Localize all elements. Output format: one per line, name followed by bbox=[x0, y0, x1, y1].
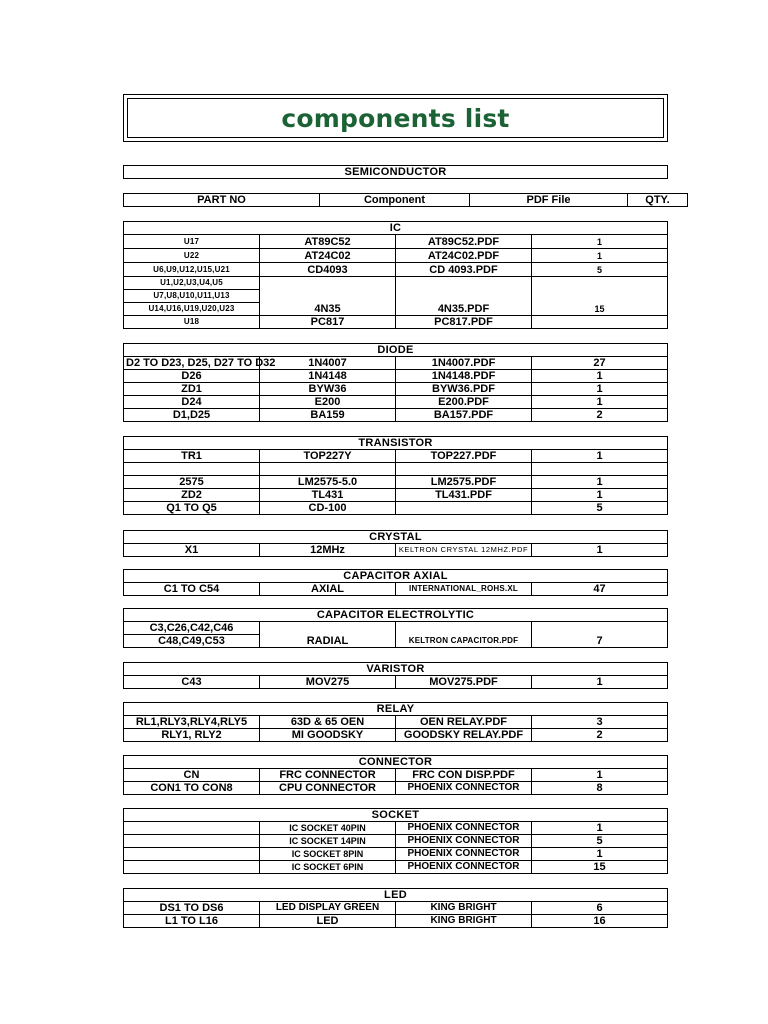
pdf-file-cell: FRC CON DISP.PDF bbox=[396, 769, 532, 782]
table-row bbox=[124, 370, 668, 383]
table-row bbox=[124, 383, 668, 396]
qty-cell: 16 bbox=[532, 915, 668, 928]
part-no-cell: U14,U16,U19,U20,U23 bbox=[124, 303, 260, 316]
crystal-table bbox=[123, 530, 668, 557]
title-box bbox=[123, 94, 668, 142]
pdf-file-cell: LM2575.PDF bbox=[396, 476, 532, 489]
component-cell: E200 bbox=[260, 396, 396, 409]
table-row bbox=[124, 848, 668, 861]
qty-cell: 1 bbox=[532, 822, 668, 835]
pdf-file-cell: KING BRIGHT bbox=[396, 915, 532, 928]
component-cell: TOP227Y bbox=[260, 450, 396, 463]
pdf-file-cell: PC817.PDF bbox=[396, 316, 532, 329]
part-no-cell: L1 TO L16 bbox=[124, 915, 260, 928]
pdf-file-cell: TOP227.PDF bbox=[396, 450, 532, 463]
table-row bbox=[124, 544, 668, 557]
pdf-file-cell: BA157.PDF bbox=[396, 409, 532, 422]
component-cell: LED DISPLAY GREEN bbox=[260, 902, 396, 915]
qty-cell: 1 bbox=[532, 396, 668, 409]
diode-table bbox=[123, 343, 668, 422]
pdf-file-cell: PHOENIX CONNECTOR bbox=[396, 782, 532, 795]
led-table bbox=[123, 888, 668, 928]
pdf-file-cell: 1N4007.PDF bbox=[396, 357, 532, 370]
table-row bbox=[124, 502, 668, 515]
part-no-cell: RL1,RLY3,RLY4,RLY5 bbox=[124, 716, 260, 729]
capacitor-electrolytic-table bbox=[123, 608, 668, 648]
qty-cell bbox=[532, 316, 668, 329]
pdf-file-cell: MOV275.PDF bbox=[396, 676, 532, 689]
component-cell: LED bbox=[260, 915, 396, 928]
table-row bbox=[124, 235, 668, 249]
component-cell: 12MHz bbox=[260, 544, 396, 557]
pdf-file-cell: TL431.PDF bbox=[396, 489, 532, 502]
section-header-relay: RELAY bbox=[124, 703, 668, 716]
table-row bbox=[124, 450, 668, 463]
qty-cell: 7 bbox=[532, 622, 668, 648]
table-row bbox=[124, 915, 668, 928]
document-title: components list bbox=[281, 103, 510, 133]
part-no-cell: C3,C26,C42,C46 bbox=[124, 622, 260, 635]
pdf-file-cell: GOODSKY RELAY.PDF bbox=[396, 729, 532, 742]
qty-cell: 1 bbox=[532, 450, 668, 463]
column-header-pdf-file: PDF File bbox=[470, 194, 628, 207]
column-header-row bbox=[124, 194, 688, 207]
qty-cell: 1 bbox=[532, 383, 668, 396]
component-cell: FRC CONNECTOR bbox=[260, 769, 396, 782]
table-row bbox=[124, 316, 668, 329]
pdf-file-cell bbox=[396, 463, 532, 476]
pdf-file-cell bbox=[396, 502, 532, 515]
title-frame bbox=[127, 98, 664, 138]
table-row bbox=[124, 263, 668, 277]
component-cell: RADIAL bbox=[260, 622, 396, 648]
table-row bbox=[124, 622, 668, 635]
part-no-cell: CN bbox=[124, 769, 260, 782]
part-no-cell: C43 bbox=[124, 676, 260, 689]
table-row bbox=[124, 357, 668, 370]
part-no-cell: U17 bbox=[124, 235, 260, 249]
table-row bbox=[124, 769, 668, 782]
part-no-cell bbox=[124, 463, 260, 476]
part-no-cell: ZD1 bbox=[124, 383, 260, 396]
component-cell: IC SOCKET 6PIN bbox=[260, 861, 396, 874]
column-header-component: Component bbox=[320, 194, 470, 207]
part-no-cell: U1,U2,U3,U4,U5 bbox=[124, 277, 260, 290]
component-cell: 1N4148 bbox=[260, 370, 396, 383]
section-header-led: LED bbox=[124, 889, 668, 902]
part-no-cell: U7,U8,U10,U11,U13 bbox=[124, 290, 260, 303]
column-header-qty: QTY. bbox=[628, 194, 688, 207]
table-row bbox=[124, 729, 668, 742]
component-cell: IC SOCKET 8PIN bbox=[260, 848, 396, 861]
varistor-table bbox=[123, 662, 668, 689]
component-cell: AT89C52 bbox=[260, 235, 396, 249]
component-cell: IC SOCKET 40PIN bbox=[260, 822, 396, 835]
part-no-cell: X1 bbox=[124, 544, 260, 557]
component-cell bbox=[260, 463, 396, 476]
component-cell: IC SOCKET 14PIN bbox=[260, 835, 396, 848]
section-header-transistor: TRANSISTOR bbox=[124, 437, 668, 450]
table-row bbox=[124, 782, 668, 795]
part-no-cell: 2575 bbox=[124, 476, 260, 489]
section-header-diode: DIODE bbox=[124, 344, 668, 357]
part-no-cell: CON1 TO CON8 bbox=[124, 782, 260, 795]
table-row bbox=[124, 463, 668, 476]
pdf-file-cell: OEN RELAY.PDF bbox=[396, 716, 532, 729]
qty-cell: 1 bbox=[532, 544, 668, 557]
table-row bbox=[124, 277, 668, 290]
table-row bbox=[124, 676, 668, 689]
part-no-cell: D24 bbox=[124, 396, 260, 409]
qty-cell: 5 bbox=[532, 502, 668, 515]
section-header-connector: CONNECTOR bbox=[124, 756, 668, 769]
component-cell: CD-100 bbox=[260, 502, 396, 515]
qty-cell: 27 bbox=[532, 357, 668, 370]
part-no-cell: U22 bbox=[124, 249, 260, 263]
transistor-table bbox=[123, 436, 668, 515]
qty-cell: 2 bbox=[532, 729, 668, 742]
qty-cell: 3 bbox=[532, 716, 668, 729]
component-cell: 4N35 bbox=[260, 277, 396, 316]
qty-cell: 1 bbox=[532, 848, 668, 861]
qty-cell: 1 bbox=[532, 489, 668, 502]
component-cell: CD4093 bbox=[260, 263, 396, 277]
qty-cell: 1 bbox=[532, 476, 668, 489]
table-row bbox=[124, 902, 668, 915]
component-cell: PC817 bbox=[260, 316, 396, 329]
pdf-file-cell: KING BRIGHT bbox=[396, 902, 532, 915]
part-no-cell: U6,U9,U12,U15,U21 bbox=[124, 263, 260, 277]
part-no-cell: RLY1, RLY2 bbox=[124, 729, 260, 742]
pdf-file-cell: AT89C52.PDF bbox=[396, 235, 532, 249]
table-row bbox=[124, 476, 668, 489]
part-no-cell: DS1 TO DS6 bbox=[124, 902, 260, 915]
table-row bbox=[124, 716, 668, 729]
connector-table bbox=[123, 755, 668, 795]
qty-cell: 47 bbox=[532, 583, 668, 596]
table-row bbox=[124, 861, 668, 874]
table-row bbox=[124, 583, 668, 596]
component-cell: LM2575-5.0 bbox=[260, 476, 396, 489]
section-header-semiconductor: SEMICONDUCTOR bbox=[124, 166, 668, 179]
table-row bbox=[124, 489, 668, 502]
component-cell: MOV275 bbox=[260, 676, 396, 689]
qty-cell: 1 bbox=[532, 676, 668, 689]
section-header-socket: SOCKET bbox=[124, 809, 668, 822]
semiconductor-table bbox=[123, 165, 668, 179]
pdf-file-cell: PHOENIX CONNECTOR bbox=[396, 861, 532, 874]
component-cell: AXIAL bbox=[260, 583, 396, 596]
socket-table bbox=[123, 808, 668, 874]
pdf-file-cell: 1N4148.PDF bbox=[396, 370, 532, 383]
component-cell: BYW36 bbox=[260, 383, 396, 396]
qty-cell: 1 bbox=[532, 370, 668, 383]
table-row bbox=[124, 396, 668, 409]
ic-table bbox=[123, 221, 668, 329]
qty-cell: 1 bbox=[532, 769, 668, 782]
component-cell: TL431 bbox=[260, 489, 396, 502]
qty-cell: 1 bbox=[532, 249, 668, 263]
component-cell: MI GOODSKY bbox=[260, 729, 396, 742]
component-cell: AT24C02 bbox=[260, 249, 396, 263]
component-cell: 63D & 65 OEN bbox=[260, 716, 396, 729]
section-header-capacitor-axial: CAPACITOR AXIAL bbox=[124, 570, 668, 583]
part-no-cell bbox=[124, 861, 260, 874]
pdf-file-cell: INTERNATIONAL_ROHS.XL bbox=[396, 583, 532, 596]
qty-cell: 1 bbox=[532, 235, 668, 249]
part-no-cell: C1 TO C54 bbox=[124, 583, 260, 596]
qty-cell: 15 bbox=[532, 277, 668, 316]
qty-cell: 2 bbox=[532, 409, 668, 422]
part-no-cell: ZD2 bbox=[124, 489, 260, 502]
part-no-cell: C48,C49,C53 bbox=[124, 635, 260, 648]
relay-table bbox=[123, 702, 668, 742]
section-header-varistor: VARISTOR bbox=[124, 663, 668, 676]
part-no-cell bbox=[124, 835, 260, 848]
part-no-cell bbox=[124, 848, 260, 861]
section-header-capacitor-electrolytic: CAPACITOR ELECTROLYTIC bbox=[124, 609, 668, 622]
pdf-file-cell: KELTRON CAPACITOR.PDF bbox=[396, 622, 532, 648]
section-header-crystal: CRYSTAL bbox=[124, 531, 668, 544]
component-cell: CPU CONNECTOR bbox=[260, 782, 396, 795]
table-row bbox=[124, 249, 668, 263]
table-row bbox=[124, 822, 668, 835]
qty-cell: 15 bbox=[532, 861, 668, 874]
table-row bbox=[124, 409, 668, 422]
qty-cell: 6 bbox=[532, 902, 668, 915]
pdf-file-cell: E200.PDF bbox=[396, 396, 532, 409]
qty-cell bbox=[532, 463, 668, 476]
part-no-cell: TR1 bbox=[124, 450, 260, 463]
qty-cell: 8 bbox=[532, 782, 668, 795]
component-cell: BA159 bbox=[260, 409, 396, 422]
part-no-cell: U18 bbox=[124, 316, 260, 329]
pdf-file-cell: 4N35.PDF bbox=[396, 277, 532, 316]
section-header-ic: IC bbox=[124, 222, 668, 235]
column-header-table bbox=[123, 193, 688, 207]
capacitor-axial-table bbox=[123, 569, 668, 596]
pdf-file-cell: AT24C02.PDF bbox=[396, 249, 532, 263]
part-no-cell: D2 TO D23, D25, D27 TO D32 bbox=[124, 357, 260, 370]
pdf-file-cell: KELTRON CRYSTAL 12MHZ.PDF bbox=[396, 544, 532, 557]
pdf-file-cell: BYW36.PDF bbox=[396, 383, 532, 396]
part-no-cell: Q1 TO Q5 bbox=[124, 502, 260, 515]
table-row bbox=[124, 835, 668, 848]
qty-cell: 5 bbox=[532, 263, 668, 277]
column-header-part-no: PART NO bbox=[124, 194, 320, 207]
part-no-cell bbox=[124, 822, 260, 835]
part-no-cell: D26 bbox=[124, 370, 260, 383]
qty-cell: 5 bbox=[532, 835, 668, 848]
pdf-file-cell: CD 4093.PDF bbox=[396, 263, 532, 277]
component-cell: 1N4007 bbox=[260, 357, 396, 370]
pdf-file-cell: PHOENIX CONNECTOR bbox=[396, 848, 532, 861]
pdf-file-cell: PHOENIX CONNECTOR bbox=[396, 822, 532, 835]
part-no-cell: D1,D25 bbox=[124, 409, 260, 422]
pdf-file-cell: PHOENIX CONNECTOR bbox=[396, 835, 532, 848]
